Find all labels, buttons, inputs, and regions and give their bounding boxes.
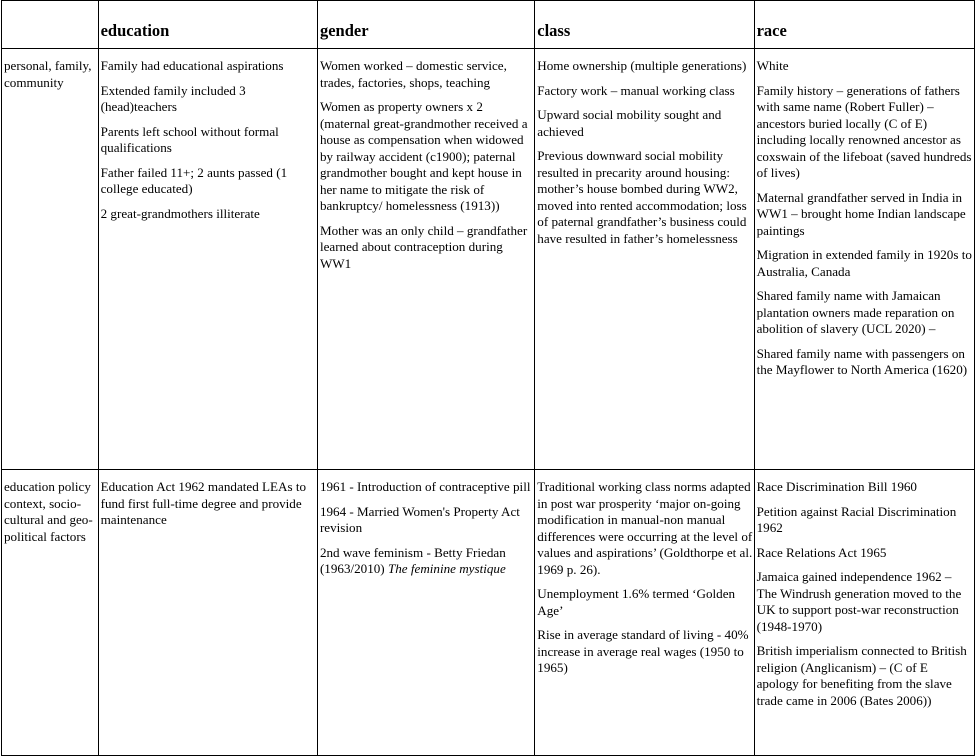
header-cell-race: race xyxy=(754,1,974,49)
cell-paragraph: Shared family name with passengers on the Mayflower to North America (1620) xyxy=(756,345,968,377)
cell-paragraph: Rise in average standard of living - 40% increase in average real wages (1950 to 1965) xyxy=(537,627,749,675)
header-cell-class: class xyxy=(535,1,754,49)
cell-paragraph: 1961 - Introduction of contraceptive pill xyxy=(319,479,531,494)
cell-paragraph: Jamaica gained independence 1962 – The Windrush generation moved to the UK to support post-war reconstruction (1948-1970) xyxy=(756,569,962,634)
header-cell-empty xyxy=(2,1,99,49)
row-label-personal: personal, family, community xyxy=(2,49,99,470)
cell-paragraph: Traditional working class norms adapted in post war prosperity ‘major on-going modification in manual-non manual differences were occurring at the level of values and aspirations’ (Goldthorpe et al. 1969 p. 26). xyxy=(537,479,753,577)
cell-policy-class xyxy=(535,470,754,756)
cell-policy-race xyxy=(754,470,974,756)
cell-paragraph: Petition against Racial Discrimination 1962 xyxy=(756,503,957,535)
cell-paragraph: Factory work – manual working class xyxy=(537,82,735,98)
table-row-personal xyxy=(2,49,975,470)
cell-personal-education xyxy=(98,49,317,470)
cell-paragraph: Women as property owners x 2 (maternal great-grandmother received a house as compensation when widowed by railway accident (c1900); paternal grandmother bought and kept house in her name to mitigate the risk of bankruptcy/ homelessness (1913)) xyxy=(319,99,528,213)
cell-paragraph: Shared family name with Jamaican plantation owners made reparation on abolition of slavery (UCL 2020) – xyxy=(756,288,955,336)
book-title: The feminine mystique xyxy=(387,561,506,576)
cell-paragraph: Home ownership (multiple generations) xyxy=(537,58,747,73)
header-cell-gender: gender xyxy=(317,1,534,49)
cell-paragraph: Father failed 11+; 2 aunts passed (1 college educated) xyxy=(100,164,288,196)
cell-paragraph: 1964 - Married Women's Property Act revision xyxy=(319,503,520,535)
header-row xyxy=(2,1,975,49)
cell-personal-gender xyxy=(317,49,534,470)
analysis-table xyxy=(1,0,975,756)
cell-paragraph: Previous downward social mobility resulted in precarity around housing: mother’s house bombed during WW2, moved into rented accommodation; loss of paternal grandfather’s business could have resulted in father’s homelessness xyxy=(537,148,747,246)
cell-paragraph: White xyxy=(756,58,789,73)
cell-paragraph: Migration in extended family in 1920s to Australia, Canada xyxy=(756,247,972,279)
cell-paragraph: Extended family included 3 (head)teachers xyxy=(100,82,246,114)
cell-paragraph: Race Relations Act 1965 xyxy=(756,544,887,560)
cell-paragraph: Parents left school without formal qualifications xyxy=(100,123,279,155)
cell-paragraph: Race Discrimination Bill 1960 xyxy=(756,479,917,494)
cell-paragraph: Family had educational aspirations xyxy=(100,58,284,73)
cell-paragraph: 2 great-grandmothers illiterate xyxy=(100,205,260,221)
cell-paragraph: Women worked – domestic service, trades, factories, shops, teaching xyxy=(319,58,507,90)
cell-paragraph: Upward social mobility sought and achieved xyxy=(537,107,722,139)
cell-paragraph: British imperialism connected to British religion (Anglicanism) – (C of E apology for benefiting from the slave trade came in 2006 (Bates 2006)) xyxy=(756,643,967,708)
cell-paragraph-feminism xyxy=(320,545,533,578)
cell-paragraph: Education Act 1962 mandated LEAs to fund first full-time degree and provide maintenance xyxy=(100,479,307,527)
row-label-policy: education policy context, socio-cultural and geo-political factors xyxy=(2,470,99,756)
feminism-prefix: 2nd wave feminism - Betty Friedan (1963/2010) xyxy=(319,544,506,576)
cell-policy-education xyxy=(98,470,317,756)
table-row-policy xyxy=(2,470,975,756)
cell-personal-race xyxy=(754,49,974,470)
cell-paragraph: Maternal grandfather served in India in WW1 – brought home Indian landscape paintings xyxy=(756,189,966,238)
cell-paragraph: Family history – generations of fathers with same name (Robert Fuller) – ancestors buried locally (C of E) including locally renowned ancestor as coxswain of the lifeboat (saved hundreds of lives) xyxy=(756,82,972,180)
cell-policy-gender xyxy=(317,470,534,756)
header-cell-education: education xyxy=(98,1,317,49)
cell-personal-class xyxy=(535,49,754,470)
cell-paragraph: Unemployment 1.6% termed ‘Golden Age’ xyxy=(537,586,736,618)
cell-paragraph: Mother was an only child – grandfather learned about contraception during WW1 xyxy=(319,222,528,271)
